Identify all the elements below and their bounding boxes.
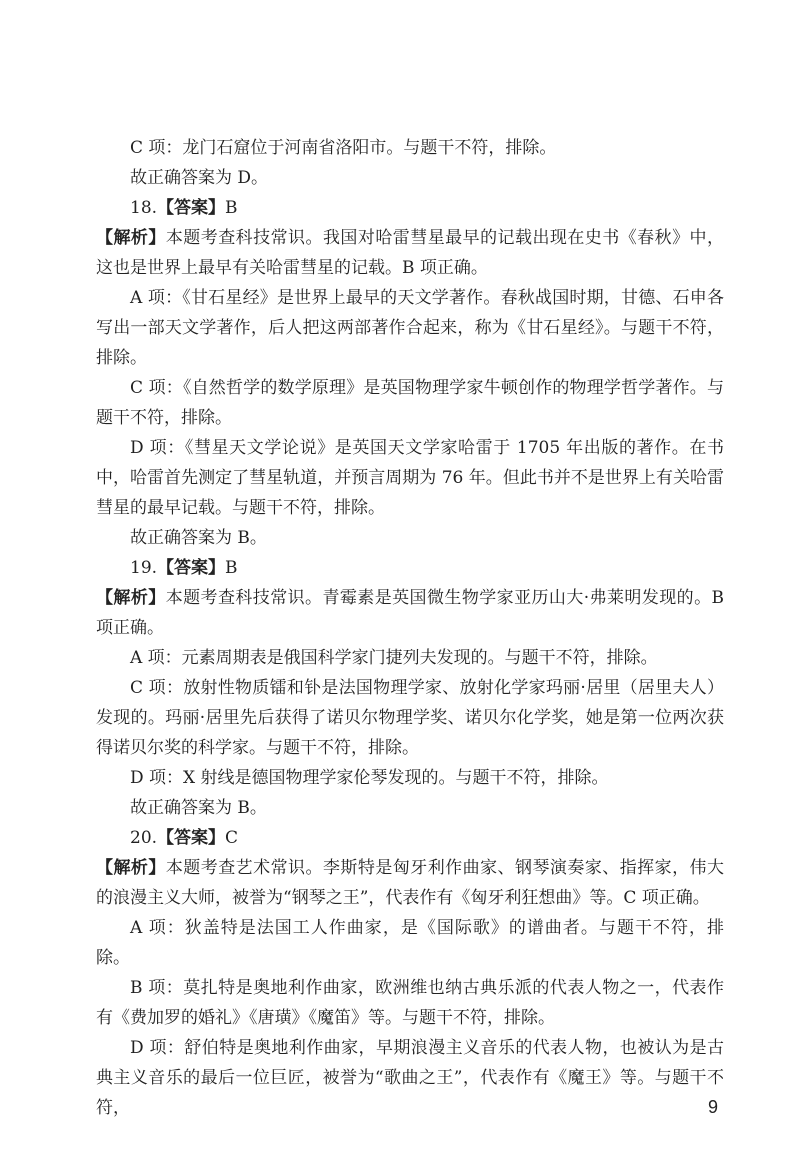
paragraph: A 项：狄盖特是法国工人作曲家，是《国际歌》的谱曲者。与题干不符，排除。 — [96, 918, 724, 968]
answer-line-18 — [96, 193, 724, 223]
paragraph: D 项：X 射线是德国物理学家伦琴发现的。与题干不符，排除。 — [130, 768, 609, 788]
answer-line-19 — [96, 553, 724, 583]
answer-value: C — [225, 828, 239, 848]
analysis-label: 【解析】 — [96, 858, 166, 878]
analysis-label: 【解析】 — [96, 588, 166, 608]
analysis-text: 本题考查科技常识。我国对哈雷彗星最早的记载出现在史书《春秋》中，这也是世界上最早有关哈雷彗星的记载。B 项正确。 — [96, 228, 725, 278]
paragraph: C 项：龙门石窟位于河南省洛阳市。与题干不符，排除。 — [130, 138, 557, 158]
page-content — [96, 133, 724, 1123]
paragraph: A 项：《甘石星经》是世界上最早的天文学著作。春秋战国时期，甘德、石申各写出一部天文学著作，后人把这两部著作合起来，称为《甘石星经》。与题干不符，排除。 — [96, 288, 724, 368]
analysis-text: 本题考查艺术常识。李斯特是匈牙利作曲家、钢琴演奏家、指挥家，伟大的浪漫主义大师，被誉为“钢琴之王”，代表作有《匈牙利狂想曲》等。C 项正确。 — [96, 858, 725, 908]
paragraph: C 项：《自然哲学的数学原理》是英国物理学家牛顿创作的物理学哲学著作。与题干不符，排除。 — [96, 378, 724, 428]
answer-label: 【答案】 — [157, 828, 226, 848]
analysis-paragraph — [96, 853, 724, 913]
paragraph: C 项：放射性物质镭和钋是法国物理学家、放射化学家玛丽·居里（居里夫人）发现的。玛丽·居里先后获得了诺贝尔物理学奖、诺贝尔化学奖，她是第一位两次获得诺贝尔奖的科学家。与题干不符，排除。 — [96, 678, 724, 758]
paragraph: B 项：莫扎特是奥地利作曲家，欧洲维也纳古典乐派的代表人物之一，代表作有《费加罗的婚礼》《唐璜》《魔笛》等。与题干不符，排除。 — [96, 978, 724, 1028]
question-number: 18. — [130, 198, 158, 218]
analysis-label: 【解析】 — [96, 228, 166, 248]
paragraph: D 项：《彗星天文学论说》是英国天文学家哈雷于 1705 年出版的著作。在书中，哈雷首先测定了彗星轨道，并预言周期为 76 年。但此书并不是世界上有关哈雷彗星的最早记载。与题干不符，排除。 — [96, 438, 724, 518]
paragraph: 故正确答案为 D。 — [130, 168, 269, 188]
page-number: 9 — [707, 1097, 718, 1117]
answer-value: B — [225, 558, 238, 578]
answer-label: 【答案】 — [157, 558, 226, 578]
analysis-paragraph — [96, 583, 724, 643]
question-number: 20. — [130, 828, 158, 848]
paragraph: D 项：舒伯特是奥地利作曲家，早期浪漫主义音乐的代表人物，也被认为是古典主义音乐的最后一位巨匠，被誉为“歌曲之王”，代表作有《魔王》等。与题干不符， — [96, 1038, 724, 1118]
paragraph: 故正确答案为 B。 — [130, 798, 267, 818]
analysis-paragraph — [96, 223, 724, 283]
answer-label: 【答案】 — [157, 198, 226, 218]
answer-line-20 — [96, 823, 724, 853]
answer-value: B — [225, 198, 238, 218]
paragraph: 故正确答案为 B。 — [130, 528, 267, 548]
question-number: 19. — [130, 558, 158, 578]
analysis-text: 本题考查科技常识。青霉素是英国微生物学家亚历山大·弗莱明发现的。B 项正确。 — [96, 588, 724, 638]
paragraph: A 项：元素周期表是俄国科学家门捷列夫发现的。与题干不符，排除。 — [130, 648, 658, 668]
